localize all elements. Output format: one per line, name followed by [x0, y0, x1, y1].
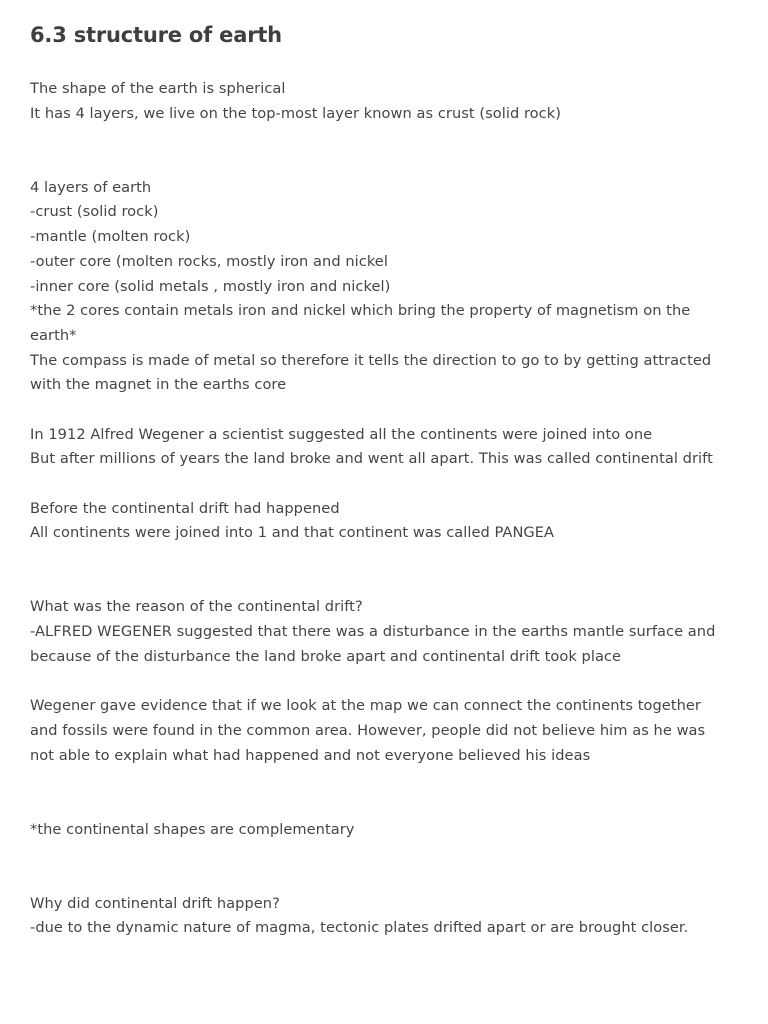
note-title: 6.3 structure of earth [30, 23, 282, 47]
note-line: All continents were joined into 1 and that continent was called PANGEA [30, 524, 555, 542]
note-line: -crust (solid rock) [30, 203, 159, 221]
blank-line [30, 126, 742, 151]
blank-line [30, 842, 742, 867]
note-line: Before the continental drift had happened [30, 499, 340, 517]
note-line: In 1912 Alfred Wegener a scientist suggested all the continents were joined into one [30, 425, 653, 443]
blank-line [30, 472, 742, 497]
note-line: But after millions of years the land broke and went all apart. This was called continental drift [30, 450, 713, 468]
blank-line [30, 151, 742, 176]
blank-line [30, 546, 742, 571]
note-line: -mantle (molten rock) [30, 228, 191, 246]
note-body [30, 77, 742, 941]
note-line: -ALFRED WEGENER suggested that there was a disturbance in the earths mantle surface and [30, 623, 716, 641]
note-line: It has 4 layers, we live on the top-most layer known as crust (solid rock) [30, 104, 561, 122]
note-line: not able to explain what had happened and not everyone believed his ideas [30, 746, 591, 764]
note-line: -due to the dynamic nature of magma, tectonic plates drifted apart or are brought closer. [30, 919, 689, 937]
note-line: because of the disturbance the land broke apart and continental drift took place [30, 647, 622, 665]
note-line: with the magnet in the earths core [30, 376, 287, 394]
note-line: -outer core (molten rocks, mostly iron and nickel [30, 252, 388, 270]
note-line: *the continental shapes are complementary [30, 820, 355, 838]
note-line: -inner core (solid metals , mostly iron and nickel) [30, 277, 391, 295]
blank-line [30, 768, 742, 793]
note-line: The shape of the earth is spherical [30, 80, 286, 97]
note-line: Wegener gave evidence that if we look at the map we can connect the continents together [30, 697, 701, 715]
blank-line [30, 867, 742, 892]
note-line: and fossils were found in the common area. However, people did not believe him as he was [30, 721, 706, 739]
note-line: earth* [30, 326, 77, 344]
blank-line [30, 571, 742, 596]
note-line: 4 layers of earth [30, 178, 152, 196]
note-line: What was the reason of the continental drift? [30, 598, 363, 616]
blank-line [30, 793, 742, 818]
blank-line [30, 670, 742, 695]
blank-line [30, 398, 742, 423]
note-line: *the 2 cores contain metals iron and nickel which bring the property of magnetism on the [30, 302, 691, 320]
note-line: Why did continental drift happen? [30, 894, 280, 912]
note-line: The compass is made of metal so therefore it tells the direction to go to by getting attracted [30, 351, 712, 369]
